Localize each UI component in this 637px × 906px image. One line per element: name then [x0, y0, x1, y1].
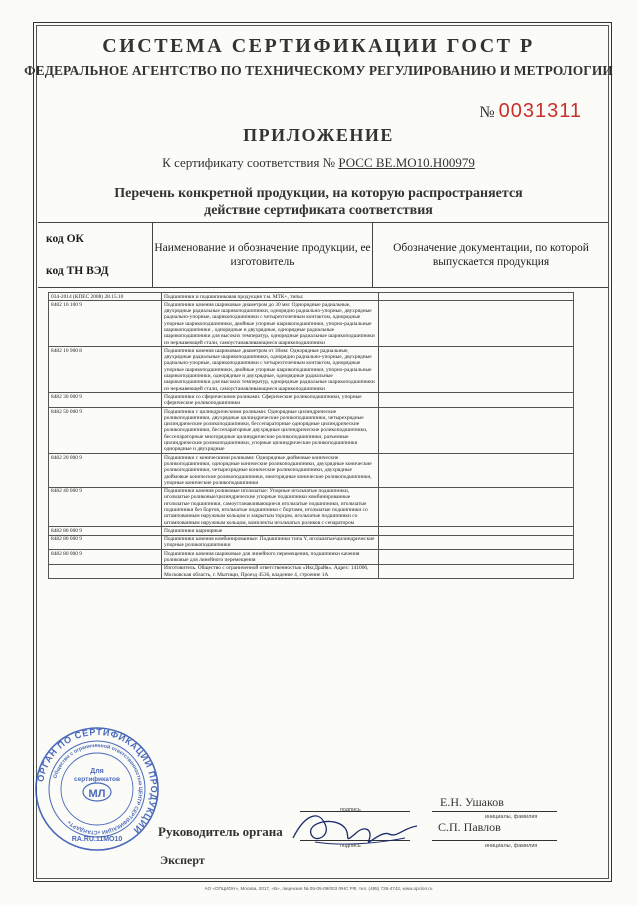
column-code — [38, 223, 153, 287]
list-title — [0, 185, 637, 219]
row-code: 8482 80 000 9 — [49, 527, 162, 535]
column-name: Наименование и обозначение продукции, ее изготовитель — [153, 223, 373, 287]
row-code: 8482 50 000 9 — [49, 408, 162, 454]
row-code: 8482 20 000 9 — [49, 454, 162, 487]
column-code-ok: код ОК — [46, 233, 84, 245]
table-row — [49, 564, 574, 579]
stamp-center2: сертификатов — [74, 776, 120, 783]
row-code: 8482 30 000 9 — [49, 393, 162, 408]
row-name: Изготовитель. Общество с ограниченной ответственностью «ИксДрайв». Адрес: 141006, Московская область, г. Мытищи, Проезд 4536, владение 4, строение 1А — [162, 564, 379, 579]
stamp-outer-text: ОРГАН ПО СЕРТИФИКАЦИИ ПРОДУКЦИИ — [35, 726, 160, 836]
stamp-center1: Для — [90, 768, 104, 775]
row-code: 034-2014 (КПЕС 2008) 28.15.10 — [49, 293, 162, 301]
head-name: Е.Н. Ушаков — [440, 795, 504, 809]
row-doc — [379, 408, 574, 454]
certificate-value: РОСС BE.МО10.Н00979 — [338, 155, 475, 170]
table-row — [49, 293, 574, 301]
head-label: Руководитель органа — [158, 824, 283, 839]
certification-stamp — [33, 725, 161, 853]
row-doc — [379, 393, 574, 408]
table-row — [49, 550, 574, 565]
column-header — [38, 222, 609, 288]
row-doc — [379, 347, 574, 393]
stamp-reg: RA.RU.11МО10 — [71, 836, 123, 843]
head-sign-caption: подпись — [340, 807, 361, 813]
stamp-mark: МЛ — [88, 788, 106, 800]
expert-sign-caption: подпись — [340, 843, 361, 849]
row-name: Подшипники качения роликовые игольчатые: Упорные игольчатые подшипники, игольчатые роликовые/цилиндрические упорные подшипники комбинированные игольчатые подшипники, самоустанавливающиеся игольчатые подшипники, игольчатые подшипники без бортов, игольчатые подшипники с бортами, игольчатые подшипники со штампованным наружным кольцом и закрытым торцом, игольчатые подшипники со штампованным наружным кольцом, комплекты игольчатых роликов с сепаратором — [162, 487, 379, 527]
expert-name-caption: инициалы, фамилия — [485, 843, 538, 849]
stamp-inner-text: Общество с ограниченной ответственностью ЦЕНТР СЕРТИФИКАЦИИ «СТАНДАРТ» — [52, 742, 144, 836]
page-title: ПРИЛОЖЕНИЕ — [243, 125, 394, 145]
signature-scribble — [285, 800, 425, 852]
row-name: Подшипники и подшипниковая продукция т.м. МТК+, типы: — [162, 293, 379, 301]
row-code: 8482 40 000 9 — [49, 487, 162, 527]
row-doc — [379, 454, 574, 487]
row-name: Подшипники качения шариковые диаметром от 30мм: Однорядные радиальные, двухрядные радиальные шарикоподшипники, однорядно радиально-упорные, двухрядные радиально-упорные, шарикоподшипники с четырехточечным контактом, однорядные упорные шарикоподшипники, двойные упорные шарикоподшипники, упорно-радиальные шарикоподшипники, однорядные и двухрядные, однорядные радиальные шарикоподшипники для высоких температур, однорядные радиальные шарикоподшипники из нержавеющей стали, самоустанавливающиеся шарикоподшипники — [162, 347, 379, 393]
row-name: Подшипники шарнирные — [162, 527, 379, 535]
table-row — [49, 408, 574, 454]
list-title-line1: Перечень конкретной продукции, на которую распространяется — [114, 186, 523, 201]
row-doc — [379, 564, 574, 579]
head-name-caption: инициалы, фамилия — [485, 814, 538, 820]
column-doc: Обозначение документации, по которой выпускается продукция — [393, 242, 589, 268]
row-name: Подшипники качения шариковые диаметром до 30 мм: Однорядные радиальные, двухрядные радиальные шарикоподшипники, однорядно радиально-упорные, двухрядные радиально-упорные, шарикоподшипники с четырехточечным контактом, однорядные упорные шарикоподшипники, двойные упорные шарикоподшипники, упорно-радиальные шарикоподшипники , однорядные и двухрядные, однорядные радиальные шарикоподшипники для высоких температур, однорядные радиальные шарикоподшипники из нержавеющей стали, самоустанавливающиеся шарикоподшипники — [162, 301, 379, 347]
certificate-line — [0, 155, 637, 171]
serial-value: 0031311 — [498, 100, 582, 122]
products-table — [48, 292, 574, 579]
list-title-line2: действие сертификата соответствия — [204, 203, 433, 218]
row-code: 8482 80 000 9 — [49, 550, 162, 565]
row-doc — [379, 293, 574, 301]
row-code: 8482 10 900 8 — [49, 347, 162, 393]
serial-number — [479, 100, 582, 123]
row-code — [49, 564, 162, 579]
system-title: СИСТЕМА СЕРТИФИКАЦИИ ГОСТ Р — [102, 35, 535, 57]
table-row — [49, 487, 574, 527]
printer-footer: АО «ОПЦИОН», Москва, 2017, «Б», лицензия № 05-05-09/003 ФНС РФ, тел. (495) 726-4742, www.opcion.ru — [204, 886, 433, 891]
row-code: 8482 10 100 9 — [49, 301, 162, 347]
row-code: 8482 80 000 9 — [49, 535, 162, 550]
row-name: Подшипники с коническими роликами: Однорядные дюймовые конические роликоподшипники, однорядные конические роликоподшипники, двухрядные конические роликоподшипники, четырехрядные конические роликоподшипники, двухрядные дюймовые конические роликоподшипники, многорядные конические роликоподшипники, упорные конические роликоподшипники — [162, 454, 379, 487]
table-row — [49, 301, 574, 347]
table-row — [49, 347, 574, 393]
agency-title: ФЕДЕРАЛЬНОЕ АГЕНТСТВО ПО ТЕХНИЧЕСКОМУ РЕГУЛИРОВАНИЮ И МЕТРОЛОГИИ — [24, 63, 613, 78]
row-name: Подшипники качения шариковые для линейного перемещения, подшипники качения роликовые для линейного перемещения — [162, 550, 379, 565]
row-name: Подшипники с цилиндрическими роликами: Однорядные цилиндрические роликоподшипники, двухрядные цилиндрические роликоподшипники, четырехрядные цилиндрические роликоподшипники, бессепараторные однорядные цилиндрические роликоподшипники, бессепараторные двухрядные цилиндрические роликоподшипники, бессепараторные многорядные цилиндрические роликоподшипники, разъемные цилиндрические роликоподшипники, упорные цилиндрические роликоподшипники однорядные и двухрядные — [162, 408, 379, 454]
expert-label: Эксперт — [160, 853, 205, 867]
row-doc — [379, 550, 574, 565]
table-row — [49, 535, 574, 550]
certificate-label: К сертификату соответствия № — [162, 155, 336, 170]
expert-name: С.П. Павлов — [438, 820, 501, 834]
row-name: Подшипники со сферическими роликами: Сферические роликоподшипники, упорные сферические роликоподшипники — [162, 393, 379, 408]
row-doc — [379, 527, 574, 535]
table-row — [49, 454, 574, 487]
expert-name-line — [432, 840, 557, 841]
row-doc — [379, 301, 574, 347]
row-name: Подшипники качения комбинированные: Подшипники типа Y, игольчатые\цилиндрические упорные роликоподшипники — [162, 535, 379, 550]
table-row — [49, 393, 574, 408]
head-name-line — [432, 811, 557, 812]
row-doc — [379, 487, 574, 527]
serial-prefix: № — [479, 104, 495, 121]
column-code-tn: код ТН ВЭД — [46, 265, 109, 277]
table-row — [49, 527, 574, 535]
row-doc — [379, 535, 574, 550]
